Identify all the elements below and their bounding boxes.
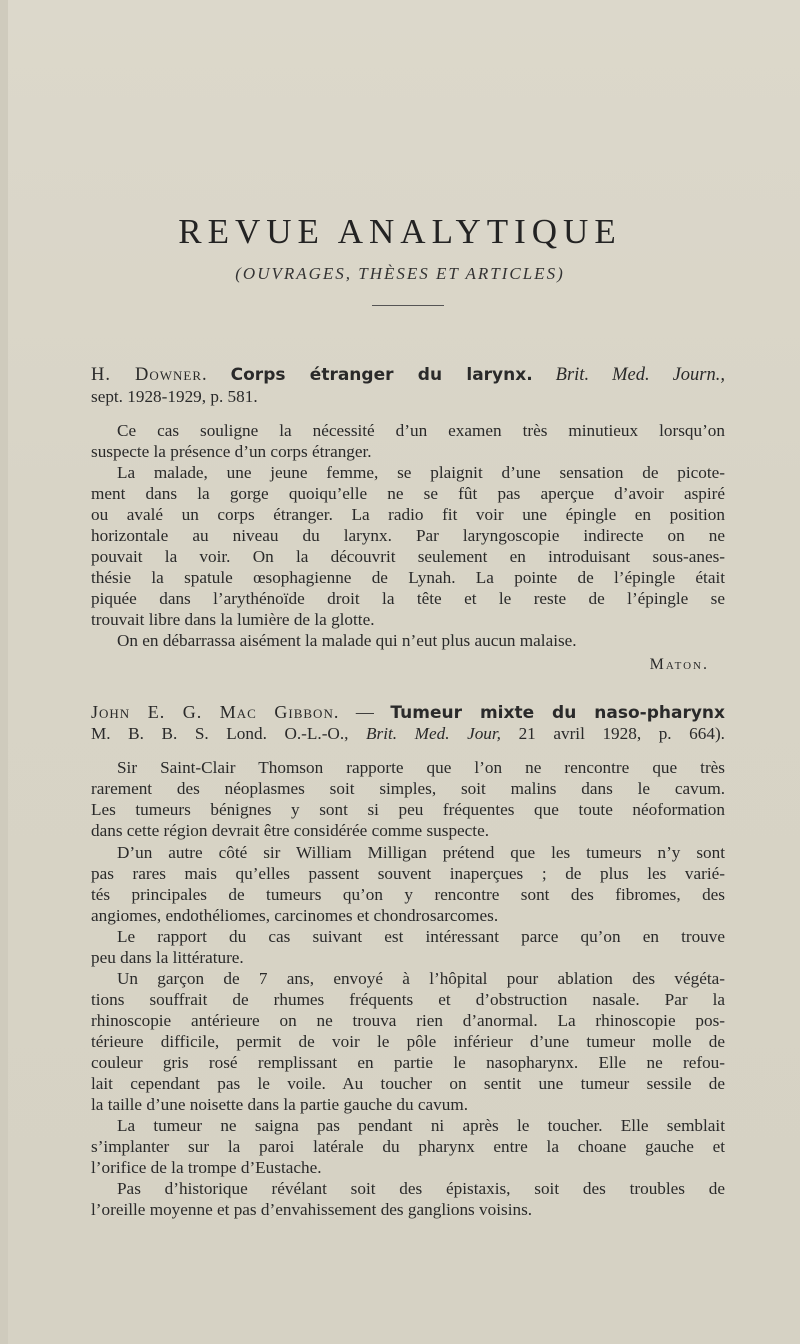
paragraph-line: horizontale au niveau du larynx. Par laryngoscopie indirecte on ne (91, 526, 725, 545)
paragraph-line: pas rares mais qu’elles passent souvent inaperçues ; de plus les varié- (91, 864, 725, 883)
paragraph-line: dans cette région devrait être considérée comme suspecte. (91, 821, 489, 840)
article-journal: Brit. Med. Journ., (555, 365, 726, 385)
paragraph-line: Un garçon de 7 ans, envoyé à l’hôpital pour ablation des végéta- (117, 969, 725, 988)
paragraph-line: D’un autre côté sir William Milligan prétend que les tumeurs n’y sont (117, 843, 725, 862)
section-title: REVUE ANALYTIQUE (178, 212, 622, 251)
paragraph-line: On en débarrassa aisément la malade qui n’eut plus aucun malaise. (117, 631, 577, 650)
paragraph-line: tions souffrait de rhumes fréquents et d’obstruction nasale. Par la (91, 990, 725, 1009)
paragraph-line: La malade, une jeune femme, se plaignit d’une sensation de picote- (117, 463, 725, 482)
article-journal: Brit. Med. Jour, (366, 724, 501, 743)
paragraph-line: pouvait la voir. On la découvrit seulement en introduisant sous-anes- (91, 547, 725, 566)
reference-credentials: M. B. B. S. Lond. O.-L.-O., (91, 724, 349, 743)
article-title: Tumeur mixte du naso-pharynx (390, 703, 725, 723)
paragraph-line: lait cependant pas le voile. Au toucher on sentit une tumeur sessile de (91, 1074, 725, 1093)
title-divider (372, 305, 444, 306)
article-heading (91, 702, 725, 724)
paragraph-line: Le rapport du cas suivant est intéressant parce qu’on en trouve (117, 927, 725, 946)
paragraph-line: ment dans la gorge quoiqu’elle ne se fût pas aperçue d’avoir aspiré (91, 484, 725, 503)
paragraph-line: rarement des néoplasmes soit simples, soit malins dans le cavum. (91, 779, 725, 798)
article-reference: sept. 1928-1929, p. 581. (91, 387, 258, 406)
paragraph-line: thésie la spatule œsophagienne de Lynah. La pointe de l’épingle était (91, 568, 725, 587)
article-heading (91, 365, 725, 386)
page-edge-shadow (0, 0, 8, 1344)
paragraph-line: l’orifice de la trompe d’Eustache. (91, 1158, 322, 1177)
paragraph-line: tés principales de tumeurs qu’on y rencontre sont des fibromes, des (91, 885, 725, 904)
paragraph-line: piquée dans l’arythénoïde droit la tête et le reste de l’épingle se (91, 589, 725, 608)
paragraph-line: l’oreille moyenne et pas d’envahissement des ganglions voisins. (91, 1200, 533, 1219)
paragraph-line: s’implanter sur la paroi latérale du pharynx entre la choane gauche et (91, 1137, 725, 1156)
paragraph-line: trouvait libre dans la lumière de la glotte. (91, 610, 375, 629)
paragraph-line: peu dans la littérature. (91, 948, 244, 967)
paragraph-line: ou avalé un corps étranger. La radio fit voir une épingle en position (91, 505, 725, 524)
article-reference (91, 723, 725, 744)
paragraph-line: angiomes, endothéliomes, carcinomes et chondrosarcomes. (91, 906, 499, 925)
paragraph-line: Pas d’historique révélant soit des épistaxis, soit des troubles de (117, 1179, 725, 1198)
paragraph-line: Les tumeurs bénignes y sont si peu fréquentes que toute néoformation (91, 800, 725, 819)
paragraph-line: térieure difficile, permit de voir le pôle inférieur d’une tumeur molle de (91, 1032, 725, 1051)
article-author: H. Downer. (91, 365, 208, 385)
heading-dash: — (355, 702, 374, 722)
article-title: Corps étranger du larynx. (230, 365, 533, 385)
article-author: John E. G. Mac Gibbon. (91, 702, 340, 722)
paragraph-line: Sir Saint-Clair Thomson rapporte que l’on ne rencontre que très (117, 758, 725, 777)
article-signature: Maton. (649, 656, 709, 673)
paragraph-line: la taille d’une noisette dans la partie gauche du cavum. (91, 1095, 469, 1114)
reference-date: 21 avril 1928, p. 664). (518, 724, 725, 743)
paragraph-line: Ce cas souligne la nécessité d’un examen très minutieux lorsqu’on (117, 421, 725, 440)
paragraph-line: rhinoscopie antérieure on ne trouva rien d’anormal. La rhinoscopie pos- (91, 1011, 725, 1030)
paragraph-line: suspecte la présence d’un corps étranger. (91, 442, 372, 461)
paragraph-line: couleur gris rosé remplissant en partie le nasopharynx. Elle ne refou- (91, 1053, 725, 1072)
paragraph-line: La tumeur ne saigna pas pendant ni après le toucher. Elle semblait (117, 1116, 725, 1135)
section-subtitle: (OUVRAGES, THÈSES ET ARTICLES) (235, 264, 565, 283)
